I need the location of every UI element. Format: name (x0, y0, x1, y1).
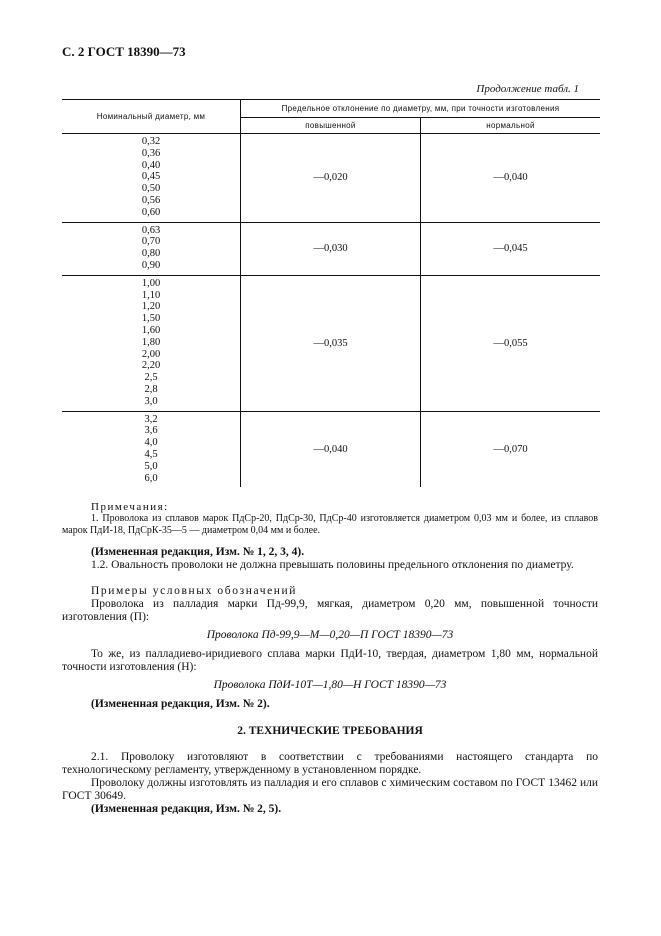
table-row (62, 134, 600, 223)
table-row (62, 275, 600, 411)
tolerance-normal-cell: —0,045 (421, 222, 601, 275)
diameter-cell: 0,32 0,36 0,40 0,45 0,50 0,56 0,60 (62, 134, 241, 223)
table-continuation-label: Продолжение табл. 1 (476, 83, 579, 95)
col-header-normal: нормальной (421, 118, 601, 134)
col-header-increased: повышенной (241, 118, 421, 134)
tolerance-normal-cell: —0,070 (421, 411, 601, 487)
tolerance-normal-cell: —0,040 (421, 134, 601, 223)
example-2-designation: Проволока ПдИ-10Т—1,80—Н ГОСТ 18390—73 (213, 679, 447, 691)
tolerance-increased-cell: —0,040 (241, 411, 421, 487)
tolerance-table (62, 99, 600, 487)
paragraph-2-1-b: Проволоку должны изготовлять из палладия и его сплавов с химическим составом по ГОСТ 13462 или ГОСТ 30649. (62, 777, 598, 802)
tolerance-increased-cell: —0,030 (241, 222, 421, 275)
diameter-cell: 0,63 0,70 0,80 0,90 (62, 222, 241, 275)
col-header-tolerance: Предельное отклонение по диаметру, мм, при точности изготовления (241, 100, 601, 118)
paragraph-1-2: 1.2. Овальность проволоки не должна превышать половины предельного отклонения по диаметру. (91, 559, 574, 571)
tolerance-normal-cell: —0,055 (421, 275, 601, 411)
example-1-designation: Проволока Пд-99,9—М—0,20—П ГОСТ 18390—73 (206, 629, 454, 641)
notes-text: 1. Проволока из сплавов марок ПдСр-20, ПдСр-30, ПдСр-40 изготовляется диаметром 0,03 мм и более, из сплавов марок ПдИ-18, ПдСрК-35—5 — диаметром 0,04 мм и более. (62, 513, 598, 536)
table-row (62, 222, 600, 275)
revision-note-2: (Измененная редакция, Изм. № 2). (91, 698, 270, 710)
notes-title: Примечания: (91, 501, 169, 513)
table-row (62, 411, 600, 487)
page-header: С. 2 ГОСТ 18390—73 (62, 44, 186, 59)
col-header-diameter: Номинальный диаметр, мм (62, 100, 241, 134)
example-1-text: Проволока из палладия марки Пд-99,9, мягкая, диаметром 0,20 мм, повышенной точности изготовления (П): (62, 598, 598, 623)
section-title: 2. ТЕХНИЧЕСКИЕ ТРЕБОВАНИЯ (237, 725, 423, 737)
examples-title: Примеры условных обозначений (91, 585, 298, 597)
tolerance-increased-cell: —0,020 (241, 134, 421, 223)
example-2-text: То же, из палладиево-иридиевого сплава марки ПдИ-10, твердая, диаметром 1,80 мм, нормальной точности изготовления (Н): (62, 648, 598, 673)
tolerance-increased-cell: —0,035 (241, 275, 421, 411)
diameter-cell: 3,2 3,6 4,0 4,5 5,0 6,0 (144, 413, 158, 484)
paragraph-2-1: 2.1. Проволоку изготовляют в соответствии с требованиями настоящего стандарта по технологическому регламенту, утвержденному в установленном порядке. (62, 751, 598, 776)
revision-note-3: (Измененная редакция, Изм. № 2, 5). (91, 803, 282, 815)
revision-note-1: (Измененная редакция, Изм. № 1, 2, 3, 4). (91, 546, 305, 558)
diameter-cell: 1,00 1,10 1,20 1,50 1,60 1,80 2,00 2,20 2,5 2,8 3,0 (62, 275, 241, 411)
